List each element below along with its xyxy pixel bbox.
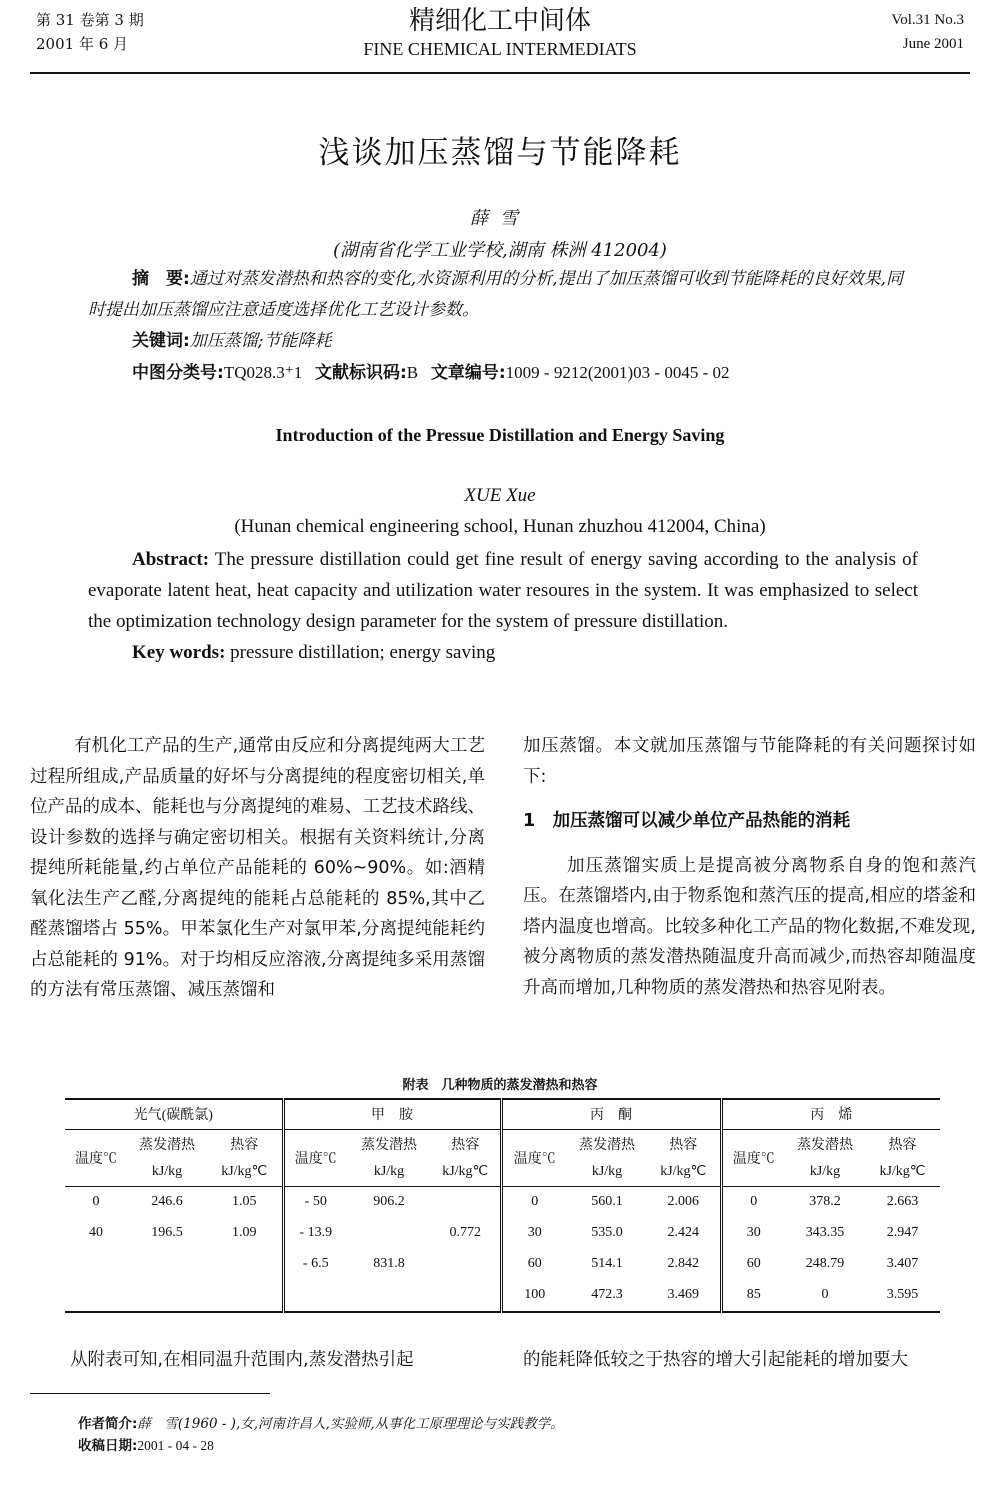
table-caption: 附表 几种物质的蒸发潜热和热容 bbox=[402, 1078, 598, 1093]
body-left-column bbox=[30, 731, 485, 1006]
table-cell: 2.947 bbox=[886, 1225, 919, 1240]
table-cell: 60 bbox=[721, 1249, 785, 1280]
table-unit: kJ/kg℃ bbox=[207, 1158, 283, 1187]
table-unit: kJ/kg bbox=[785, 1158, 865, 1187]
author-name: 薛雪 bbox=[470, 208, 530, 229]
table-cell: 30 bbox=[721, 1218, 785, 1249]
table-unit: kJ/kg bbox=[127, 1158, 207, 1187]
footnote bbox=[78, 1413, 564, 1457]
section-heading: 1 加压蒸馏可以减少单位产品热能的消耗 bbox=[523, 811, 851, 831]
table-cell: 246.6 bbox=[151, 1194, 183, 1209]
keywords-label: 关键词: bbox=[132, 331, 190, 351]
table-cell: 2.424 bbox=[667, 1225, 699, 1240]
table-cell: 0 bbox=[501, 1186, 567, 1218]
table-group-header: 甲 胺 bbox=[283, 1099, 501, 1129]
journal-name-cn: 精细化工中间体 bbox=[408, 6, 591, 36]
table-cell: 3.469 bbox=[647, 1280, 721, 1312]
table-cell: 514.1 bbox=[591, 1256, 623, 1271]
table-unit: kJ/kg bbox=[347, 1158, 431, 1187]
author-bio-label: 作者简介: bbox=[78, 1416, 138, 1432]
table-row bbox=[65, 1186, 940, 1218]
english-affiliation: (Hunan chemical engineering school, Hunan zhuzhou 412004, China) bbox=[234, 516, 766, 537]
table-cell bbox=[65, 1249, 127, 1280]
received-date-label: 收稿日期: bbox=[78, 1438, 138, 1454]
doc-code-label: 文献标识码: bbox=[314, 363, 407, 383]
table-cell: 30 bbox=[501, 1218, 567, 1249]
table-cell: 3.595 bbox=[865, 1280, 940, 1312]
body-right-column bbox=[523, 731, 976, 1003]
table-col-header: 温度℃ bbox=[65, 1129, 127, 1186]
table-cell: 196.5 bbox=[151, 1225, 183, 1240]
table-cell bbox=[127, 1249, 207, 1280]
clc-label: 中图分类号: bbox=[132, 363, 224, 383]
abstract-text: 通过对蒸发潜热和热容的变化,水资源利用的分析,提出了加压蒸馏可收到节能降耗的良好效果,同时提出加压蒸馏应注意适度选择优化工艺设计参数。 bbox=[88, 269, 904, 320]
table-cell bbox=[283, 1280, 347, 1312]
table-col-header: 热容 bbox=[888, 1137, 917, 1153]
table-col-header: 蒸发潜热 bbox=[797, 1137, 853, 1153]
table-col-header: 蒸发潜热 bbox=[139, 1137, 195, 1153]
table-cell: 1.05 bbox=[232, 1194, 257, 1209]
table-col-header: 蒸发潜热 bbox=[579, 1137, 635, 1153]
english-abstract-paragraph bbox=[88, 544, 918, 637]
table-cell: 3.407 bbox=[886, 1256, 919, 1271]
table-group-header: 丙 烯 bbox=[721, 1099, 940, 1129]
table-col-header: 温度℃ bbox=[501, 1129, 567, 1186]
table-cell: - 50 bbox=[283, 1186, 347, 1218]
table-col-header: 热容 bbox=[451, 1137, 480, 1153]
volume-en: Vol.31 No.3 bbox=[891, 12, 964, 28]
table-cell: 378.2 bbox=[809, 1194, 841, 1209]
table-cell bbox=[207, 1249, 283, 1280]
table-unit: kJ/kg bbox=[567, 1158, 647, 1187]
table-row bbox=[65, 1249, 940, 1280]
table-col-header: 温度℃ bbox=[283, 1129, 347, 1186]
header-rule bbox=[30, 72, 970, 74]
body-paragraph: 加压蒸馏实质上是提高被分离物系自身的饱和蒸汽压。在蒸馏塔内,由于物系饱和蒸汽压的提高,相应的塔釜和塔内温度也增高。比较多种化工产品的物化数据,不难发现,被分离物质的蒸发潜热随温度升高而减少,而热容却随温度升高而增加,几种物质的蒸发潜热和热容见附表。 bbox=[523, 855, 976, 998]
keywords-line bbox=[88, 326, 918, 357]
table-row bbox=[65, 1280, 940, 1312]
english-keywords-text: pressure distillation; energy saving bbox=[230, 642, 496, 663]
table-cell bbox=[431, 1249, 501, 1280]
date-cn: 2001 年 6 月 bbox=[36, 35, 129, 53]
table-col-header: 热容 bbox=[669, 1137, 698, 1153]
english-abstract-label: Abstract: bbox=[132, 549, 210, 570]
table-cell bbox=[127, 1280, 207, 1312]
chinese-abstract bbox=[88, 264, 918, 389]
english-abstract-text: The pressure distillation could get fine result of energy saving according to the analysis of evaporate latent heat, heat capacity and utilization water resoures in the system. It was emphasized to select the optimization technology design parameter for the system of pressure distillation. bbox=[88, 549, 918, 632]
table-cell: 40 bbox=[89, 1225, 103, 1240]
english-abstract bbox=[88, 544, 918, 668]
running-header-center bbox=[0, 6, 1000, 60]
table-cell bbox=[347, 1218, 431, 1249]
volume-cn: 第 31 卷第 3 期 bbox=[36, 11, 144, 29]
table-cell: 0 bbox=[721, 1186, 785, 1218]
table-group-header: 光气(碳酰氯) bbox=[65, 1099, 283, 1129]
table-col-header: 蒸发潜热 bbox=[361, 1137, 417, 1153]
doc-code-value: B bbox=[406, 363, 419, 382]
body-paragraph: 加压蒸馏。本文就加压蒸馏与节能降耗的有关问题探讨如下: bbox=[523, 736, 976, 787]
table-body bbox=[65, 1186, 940, 1312]
table-cell: 831.8 bbox=[373, 1256, 405, 1271]
received-date-value: 2001 - 04 - 28 bbox=[137, 1438, 214, 1453]
author-bio-text: 薛 雪(1960 - ),女,河南许昌人,实验师,从事化工原理理论与实践教学。 bbox=[137, 1416, 564, 1432]
data-table bbox=[65, 1098, 940, 1313]
table-cell bbox=[347, 1280, 431, 1312]
table-cell: 560.1 bbox=[591, 1194, 623, 1209]
article-id-label: 文章编号: bbox=[430, 363, 506, 383]
table-cell: 1.09 bbox=[232, 1225, 257, 1240]
author-bio bbox=[78, 1413, 564, 1435]
body-paragraph-continued: 的能耗降低较之于热容的增大引起能耗的增加要大 bbox=[523, 1350, 908, 1370]
abstract-paragraph bbox=[88, 264, 918, 326]
received-date bbox=[78, 1435, 564, 1457]
classification-line bbox=[88, 357, 918, 389]
table-cell: - 13.9 bbox=[283, 1218, 347, 1249]
table-cell: 343.35 bbox=[805, 1225, 845, 1240]
table-cell: 60 bbox=[501, 1249, 567, 1280]
table-unit: kJ/kg℃ bbox=[647, 1158, 721, 1187]
article-id-value: 1009 - 9212(2001)03 - 0045 - 02 bbox=[505, 363, 730, 382]
table-cell: 0.772 bbox=[449, 1225, 481, 1240]
table-cell: 2.842 bbox=[667, 1256, 699, 1271]
table-unit: kJ/kg℃ bbox=[431, 1158, 501, 1187]
table-cell: 2.663 bbox=[886, 1194, 919, 1209]
table-cell: - 6.5 bbox=[283, 1249, 347, 1280]
table-cell bbox=[431, 1280, 501, 1312]
running-header-right bbox=[891, 8, 964, 56]
english-author: XUE Xue bbox=[464, 485, 536, 506]
keywords-text: 加压蒸馏;节能降耗 bbox=[189, 331, 332, 351]
table-unit: kJ/kg℃ bbox=[865, 1158, 940, 1187]
table-cell bbox=[431, 1186, 501, 1218]
date-en: June 2001 bbox=[902, 36, 964, 52]
table-group-header: 丙 酮 bbox=[501, 1099, 721, 1129]
table-cell: 85 bbox=[721, 1280, 785, 1312]
table-cell: 0 bbox=[785, 1280, 865, 1312]
footnote-rule bbox=[30, 1393, 270, 1394]
table-cell bbox=[207, 1280, 283, 1312]
english-keywords-line bbox=[88, 637, 918, 668]
clc-value: TQ028.3⁺1 bbox=[223, 363, 303, 382]
table-cell: 100 bbox=[501, 1280, 567, 1312]
table-cell: 248.79 bbox=[805, 1256, 845, 1271]
table-col-header: 温度℃ bbox=[721, 1129, 785, 1186]
table-cell bbox=[65, 1280, 127, 1312]
paper-title: 浅谈加压蒸馏与节能降耗 bbox=[318, 135, 682, 171]
table-cell: 535.0 bbox=[591, 1225, 623, 1240]
table-cell: 906.2 bbox=[373, 1194, 405, 1209]
table-row bbox=[65, 1218, 940, 1249]
table-col-header: 热容 bbox=[230, 1137, 259, 1153]
table-cell: 0 bbox=[92, 1194, 100, 1209]
body-paragraph-continued: 从附表可知,在相同温升范围内,蒸发潜热引起 bbox=[70, 1350, 414, 1370]
author-affiliation: (湖南省化学工业学校,湖南 株洲 412004) bbox=[333, 240, 667, 261]
table-cell: 472.3 bbox=[567, 1280, 647, 1312]
body-paragraph: 有机化工产品的生产,通常由反应和分离提纯两大工艺过程所组成,产品质量的好坏与分离提纯的程度密切相关,单位产品的成本、能耗也与分离提纯的难易、工艺技术路线、设计参数的选择与确定密切相关。根据有关资料统计,分离提纯所耗能量,约占单位产品能耗的 60%~90%。如:酒精氧化法生产乙醛,分离提纯的能耗占总能耗的 85%,其中乙醛蒸馏塔占 55%。甲苯氯化生产对氯甲苯,分离提纯能耗约占总能耗的 91%。对于均相反应溶液,分离提纯多采用蒸馏的方法有常压蒸馏、减压蒸馏和 bbox=[30, 736, 485, 1000]
english-title: Introduction of the Pressue Distillation and Energy Saving bbox=[275, 425, 725, 445]
table-cell: 2.006 bbox=[667, 1194, 699, 1209]
abstract-label: 摘 要: bbox=[132, 269, 190, 289]
journal-name-en: FINE CHEMICAL INTERMEDIATS bbox=[363, 39, 637, 59]
english-keywords-label: Key words: bbox=[132, 642, 226, 663]
